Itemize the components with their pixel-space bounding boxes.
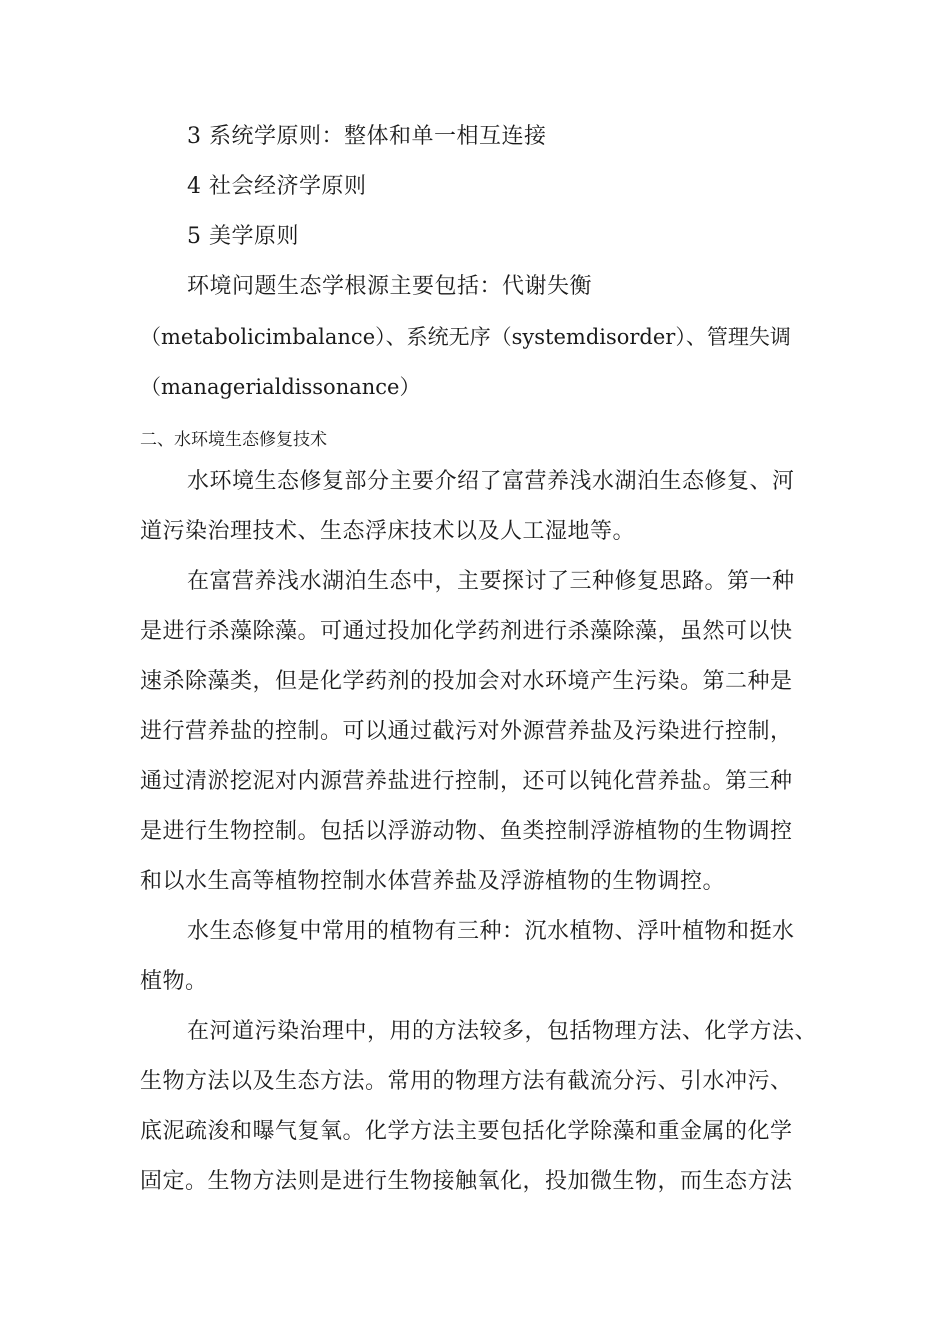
principle-5: 5 美学原则 bbox=[187, 224, 299, 249]
intro-line-1: 水环境生态修复部分主要介绍了富营养浅水湖泊生态修复、河 bbox=[187, 469, 795, 494]
plants-line-2: 植物。 bbox=[140, 969, 208, 994]
roots-line-2: （metabolicimbalance）、系统无序（systemdisorder）、管理失调 bbox=[140, 325, 791, 349]
roots-line-3: （managerialdissonance） bbox=[140, 375, 421, 399]
river-line-1: 在河道污染治理中，用的方法较多，包括物理方法、化学方法、 bbox=[187, 1019, 818, 1044]
roots-line-1: 环境问题生态学根源主要包括：代谢失衡 bbox=[187, 274, 593, 299]
lake-line-4: 进行营养盐的控制。可以通过截污对外源营养盐及污染进行控制， bbox=[140, 719, 793, 744]
lake-line-1: 在富营养浅水湖泊生态中，主要探讨了三种修复思路。第一种 bbox=[187, 569, 795, 594]
lake-line-6: 是进行生物控制。包括以浮游动物、鱼类控制浮游植物的生物调控 bbox=[140, 819, 793, 844]
section-heading-water-restoration: 二、水环境生态修复技术 bbox=[140, 430, 327, 450]
principle-3: 3 系统学原则：整体和单一相互连接 bbox=[187, 124, 547, 149]
lake-line-7: 和以水生高等植物控制水体营养盐及浮游植物的生物调控。 bbox=[140, 869, 726, 894]
principle-4: 4 社会经济学原则 bbox=[187, 174, 367, 199]
lake-line-5: 通过清淤挖泥对内源营养盐进行控制，还可以钝化营养盐。第三种 bbox=[140, 769, 793, 794]
river-line-3: 底泥疏浚和曝气复氧。化学方法主要包括化学除藻和重金属的化学 bbox=[140, 1119, 793, 1144]
lake-line-2: 是进行杀藻除藻。可通过投加化学药剂进行杀藻除藻，虽然可以快 bbox=[140, 619, 793, 644]
river-line-4: 固定。生物方法则是进行生物接触氧化，投加微生物，而生态方法 bbox=[140, 1169, 793, 1194]
plants-line-1: 水生态修复中常用的植物有三种：沉水植物、浮叶植物和挺水 bbox=[187, 919, 795, 944]
intro-line-2: 道污染治理技术、生态浮床技术以及人工湿地等。 bbox=[140, 519, 636, 544]
river-line-2: 生物方法以及生态方法。常用的物理方法有截流分污、引水冲污、 bbox=[140, 1069, 793, 1094]
lake-line-3: 速杀除藻类，但是化学药剂的投加会对水环境产生污染。第二种是 bbox=[140, 669, 793, 694]
